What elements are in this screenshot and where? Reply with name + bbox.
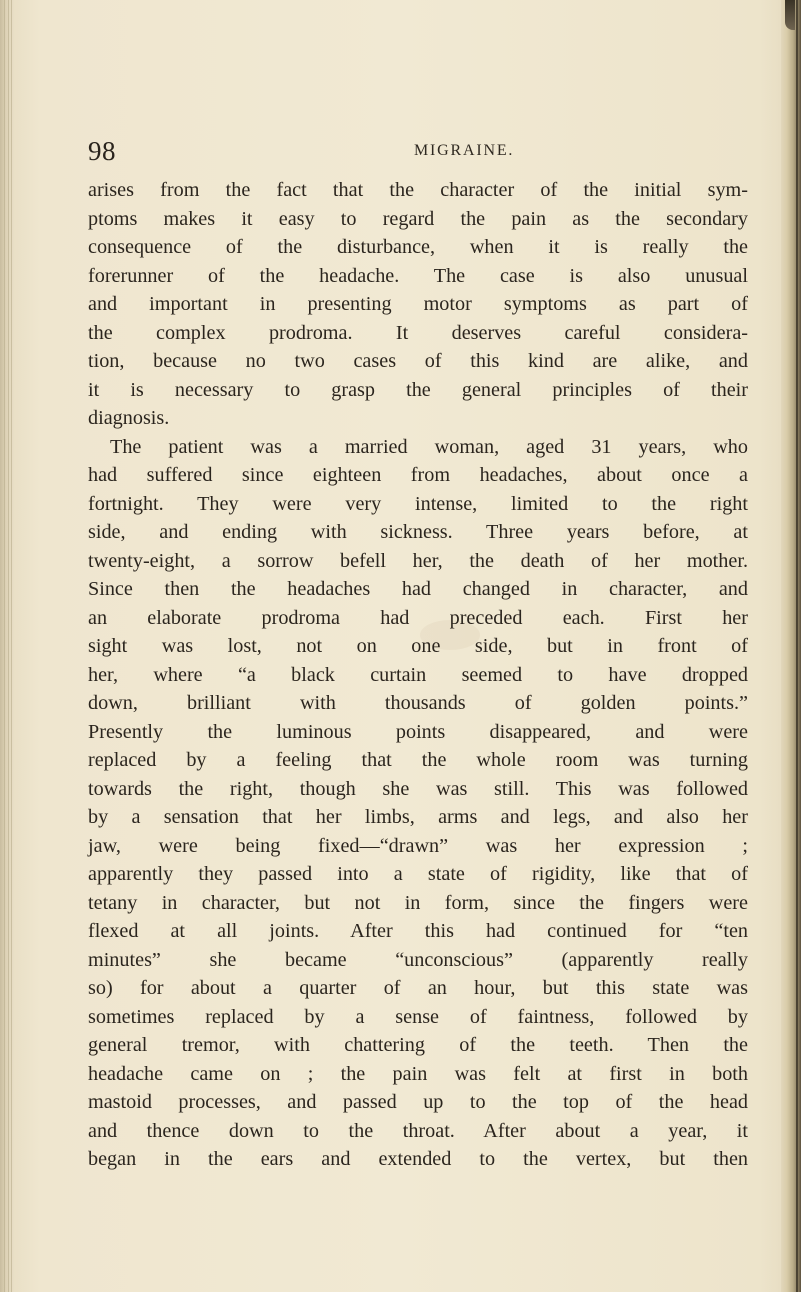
text-line: jaw, were being fixed—“drawn” was her expression ; — [88, 834, 748, 857]
text-line: fortnight. They were very intense, limited to the right — [88, 492, 748, 515]
text-line: towards the right, though she was still. This was followed — [88, 777, 748, 800]
body-text — [88, 176, 748, 1170]
text-line: began in the ears and extended to the vertex, but then — [88, 1148, 748, 1170]
text-line: minutes” she became “unconscious” (apparently really — [88, 948, 748, 971]
text-line: tetany in character, but not in form, since the fingers were — [88, 891, 748, 914]
page-header — [88, 136, 748, 164]
corner-mark — [785, 0, 795, 30]
text-line: and important in presenting motor symptoms as part of — [88, 293, 748, 315]
text-line: the complex prodroma. It deserves careful considera- — [88, 321, 748, 344]
paragraph-start-line: The patient was a married woman, aged 31 years, who — [110, 435, 748, 458]
text-line: Since then the headaches had changed in character, and — [88, 578, 748, 600]
text-line: her, where “a black curtain seemed to have dropped — [88, 663, 748, 686]
page-number: 98 — [88, 136, 116, 166]
text-line: and thence down to the throat. After about a year, it — [88, 1119, 748, 1142]
page-edge-strip — [796, 0, 798, 1292]
binding-line — [8, 0, 9, 1292]
text-line: consequence of the disturbance, when it is really the — [88, 236, 748, 258]
text-line: by a sensation that her limbs, arms and legs, and also her — [88, 806, 748, 828]
text-line: it is necessary to grasp the general principles of their — [88, 378, 748, 401]
text-line: down, brilliant with thousands of golden points.” — [88, 692, 748, 714]
text-line: ptoms makes it easy to regard the pain as the secondary — [88, 207, 748, 230]
running-head: MIGRAINE. — [414, 142, 515, 159]
text-line: Presently the luminous points disappeared, and were — [88, 720, 748, 743]
text-line: flexed at all joints. After this had continued for “ten — [88, 920, 748, 942]
text-line: an elaborate prodroma had preceded each. First her — [88, 606, 748, 629]
text-line: arises from the fact that the character of the initial sym- — [88, 179, 748, 201]
text-line: sight was lost, not on one side, but in front of — [88, 635, 748, 657]
text-line: had suffered since eighteen from headaches, about once a — [88, 464, 748, 486]
text-line: general tremor, with chattering of the teeth. Then the — [88, 1034, 748, 1056]
binding-line — [4, 0, 5, 1292]
text-line: mastoid processes, and passed up to the top of the head — [88, 1091, 748, 1113]
page-binding-shadow — [0, 0, 14, 1292]
page-edge-right — [781, 0, 801, 1292]
text-line: side, and ending with sickness. Three years before, at — [88, 521, 748, 543]
text-line: apparently they passed into a state of rigidity, like that of — [88, 863, 748, 885]
text-line: twenty-eight, a sorrow befell her, the death of her mother. — [88, 549, 748, 572]
text-line: diagnosis. — [88, 407, 170, 429]
binding-line — [11, 0, 12, 1292]
text-line: so) for about a quarter of an hour, but this state was — [88, 977, 748, 999]
text-line: sometimes replaced by a sense of faintness, followed by — [88, 1005, 748, 1028]
text-line: tion, because no two cases of this kind are alike, and — [88, 350, 748, 372]
text-line: replaced by a feeling that the whole room was turning — [88, 749, 748, 771]
text-line: forerunner of the headache. The case is also unusual — [88, 264, 748, 287]
text-line: headache came on ; the pain was felt at first in both — [88, 1062, 748, 1085]
